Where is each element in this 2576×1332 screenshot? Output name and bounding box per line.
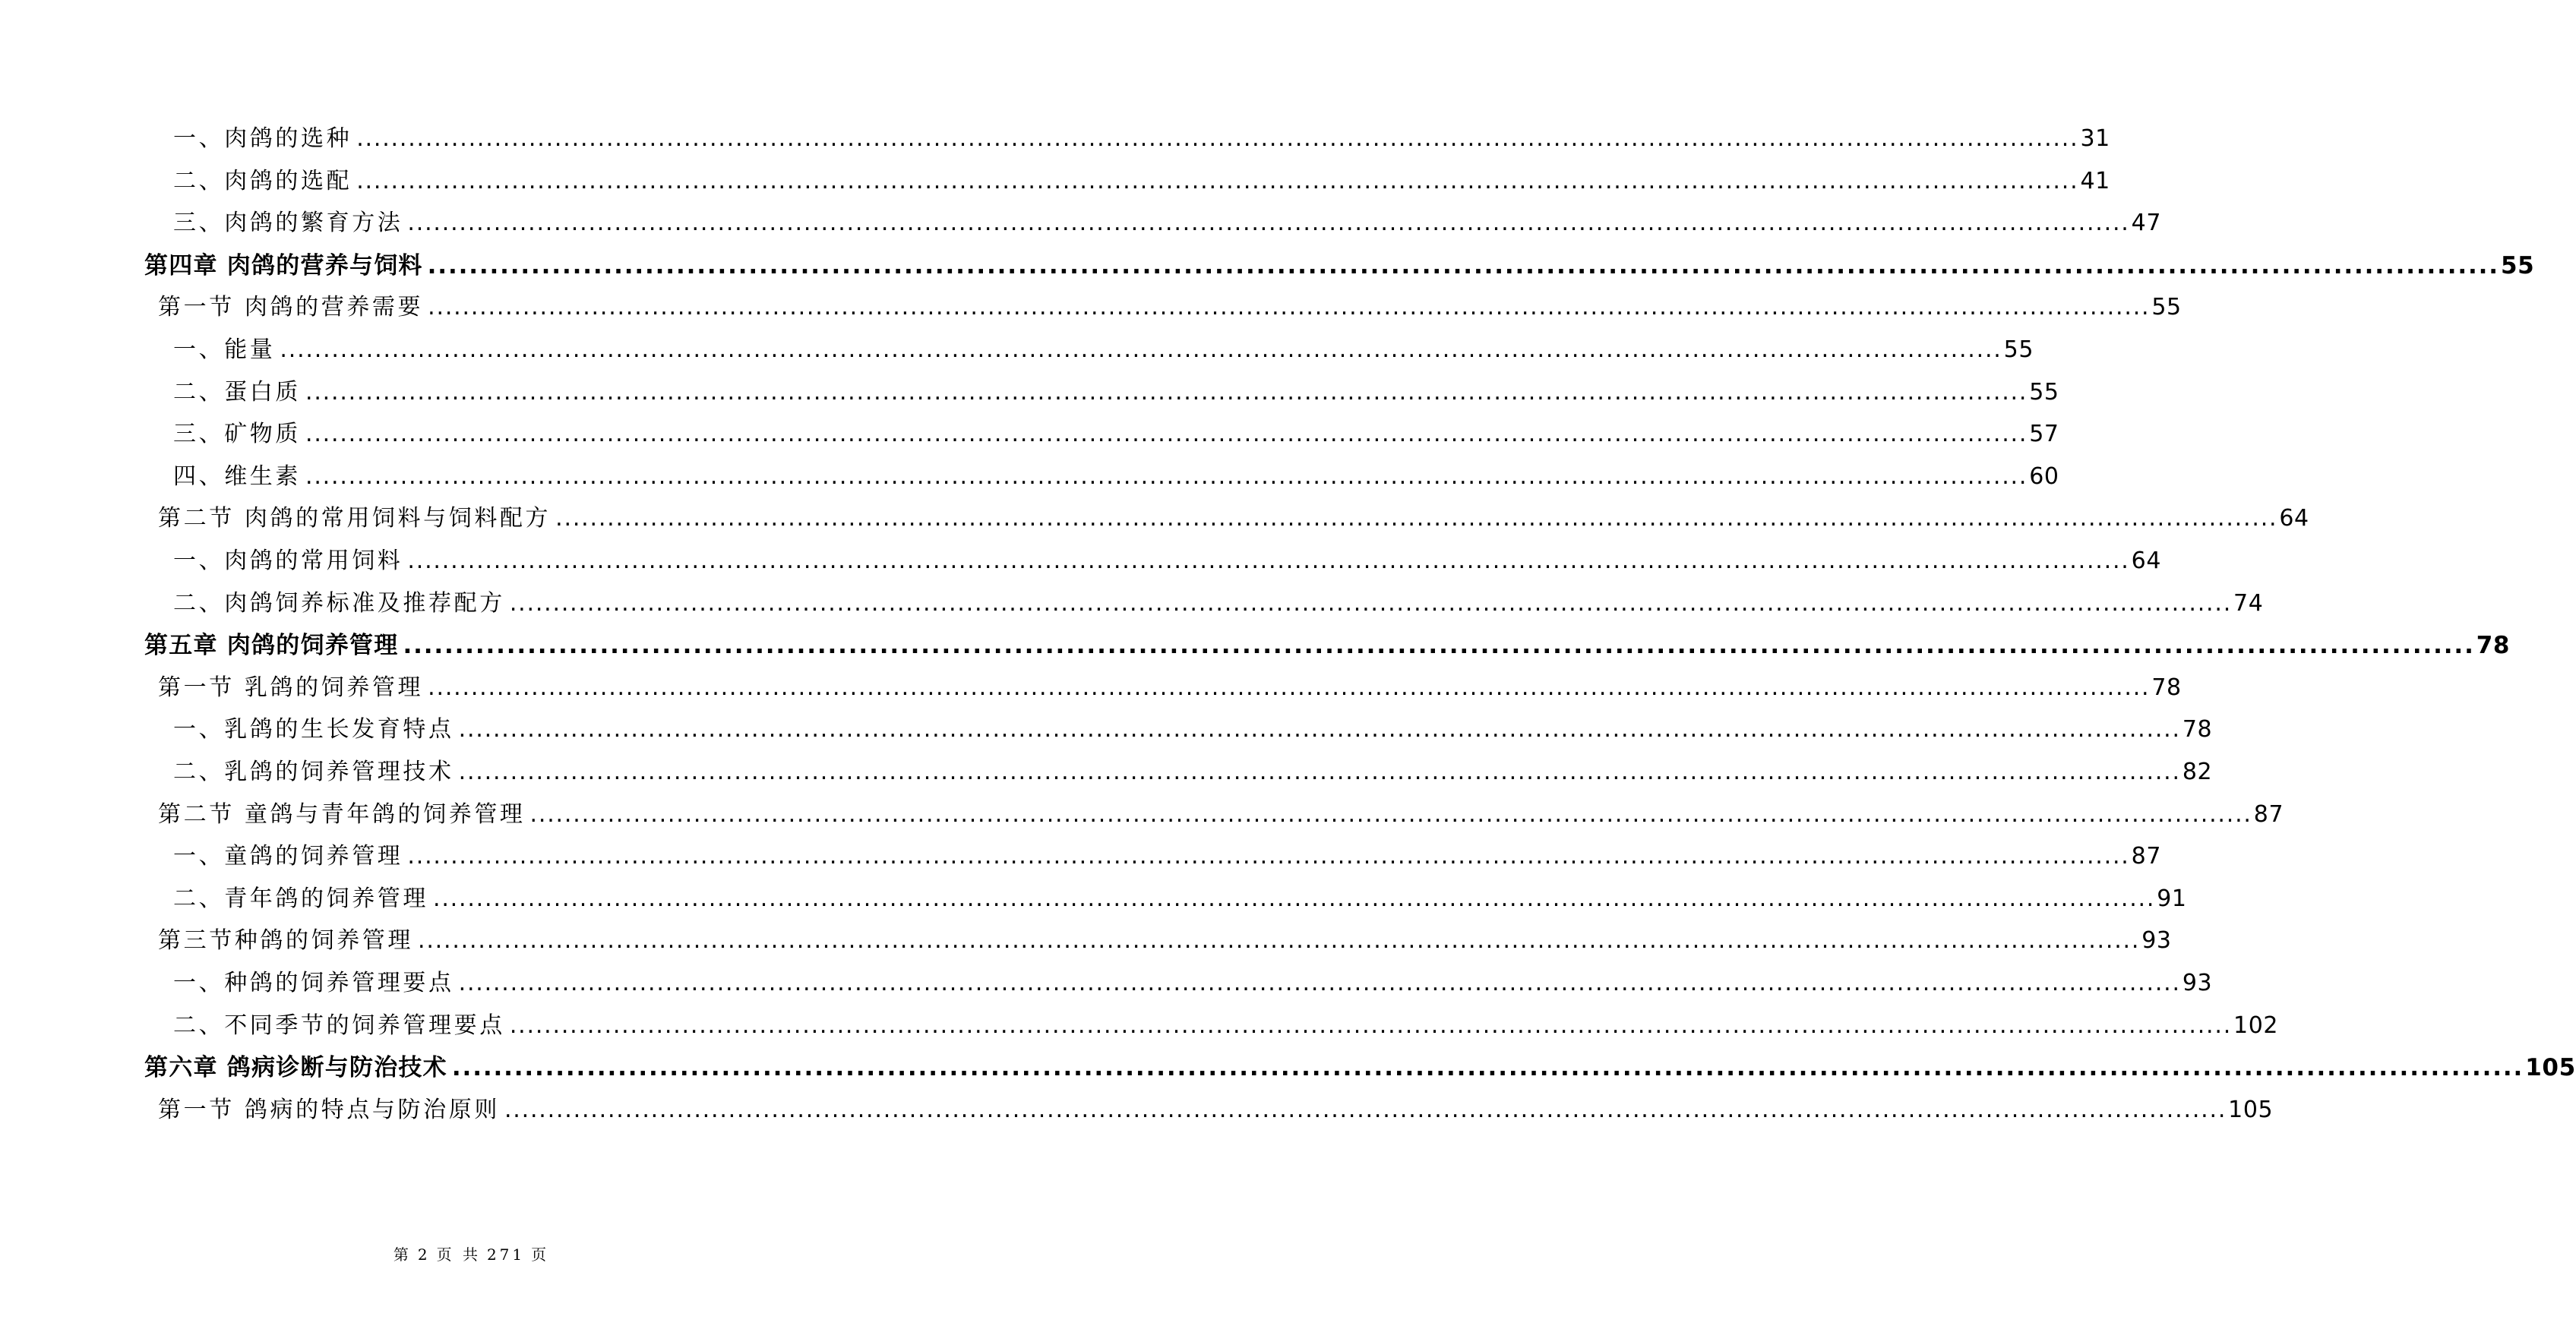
toc-entry-page-number: 47 — [2131, 210, 2162, 237]
toc-entry-page-number: 78 — [2476, 632, 2511, 660]
toc-entry-line — [173, 456, 2059, 498]
toc-entry-line — [173, 371, 2059, 414]
toc-entry-item[interactable] — [0, 118, 2110, 160]
toc-dot-leader: ........................................................................................................................................................................................................ — [356, 167, 2079, 194]
toc-entry-label: 一、能量 — [173, 336, 276, 363]
toc-entry-line — [173, 1005, 2279, 1047]
toc-entry-page-number: 82 — [2182, 759, 2213, 785]
toc-entry-page-number: 87 — [2131, 843, 2162, 870]
toc-entry-label: 二、肉鸽的选配 — [173, 167, 352, 194]
toc-entry-label: 二、肉鸽饲养标准及推荐配方 — [173, 589, 505, 617]
toc-entry-label: 第二节 肉鸽的常用饲料与饲料配方 — [158, 505, 552, 532]
toc-entry-line — [173, 709, 2213, 751]
toc-entry-section[interactable] — [0, 667, 2182, 709]
toc-entry-page-number: 60 — [2029, 462, 2059, 490]
toc-entry-section[interactable] — [0, 497, 2309, 540]
toc-entry-line — [158, 497, 2309, 540]
toc-entry-section[interactable] — [0, 794, 2284, 836]
toc-entry-label: 一、肉鸽的选种 — [173, 125, 352, 152]
toc-entry-line — [173, 160, 2110, 203]
toc-entry-label: 第五章 肉鸽的饲养管理 — [144, 632, 399, 660]
toc-entry-item[interactable] — [0, 1005, 2279, 1047]
toc-entry-line — [173, 962, 2213, 1005]
footer-total-pages: 271 — [486, 1245, 526, 1264]
toc-entry-line — [173, 413, 2059, 456]
toc-entry-label: 一、种鸽的饲养管理要点 — [173, 970, 454, 996]
toc-entry-line — [173, 118, 2110, 160]
toc-entry-item[interactable] — [0, 751, 2213, 794]
toc-entry-label: 三、肉鸽的繁育方法 — [173, 210, 403, 237]
toc-entry-page-number: 102 — [2233, 1012, 2279, 1039]
toc-entry-chapter[interactable] — [0, 1046, 2576, 1089]
toc-entry-line — [173, 582, 2264, 625]
toc-entry-line — [158, 667, 2182, 709]
toc-entry-line — [173, 835, 2162, 878]
toc-dot-leader: ........................................................................................................................................................................................................ — [418, 927, 2141, 955]
toc-entry-page-number: 87 — [2253, 800, 2284, 828]
toc-entry-item[interactable] — [0, 160, 2110, 203]
toc-entry-page-number: 31 — [2080, 125, 2110, 152]
toc-dot-leader: ........................................................................................................................................................................................................ — [433, 885, 2156, 912]
toc-entry-line — [158, 1089, 2274, 1132]
footer-prefix: 第 — [393, 1245, 412, 1264]
toc-entry-page-number: 55 — [2003, 336, 2034, 363]
toc-entry-label: 第六章 鸽病诊断与防治技术 — [144, 1054, 447, 1082]
toc-dot-leader: ........................................................................................................................................................................................................ — [428, 674, 2151, 701]
toc-dot-leader: ........................................................................................................................................................................................................ — [403, 632, 2475, 660]
toc-entry-section[interactable] — [0, 1089, 2274, 1132]
toc-entry-label: 第四章 肉鸽的营养与饲料 — [144, 251, 423, 279]
toc-entry-label: 三、矿物质 — [173, 421, 301, 448]
toc-dot-leader: ........................................................................................................................................................................................................ — [305, 378, 2028, 406]
toc-dot-leader: ........................................................................................................................................................................................................ — [451, 1054, 2524, 1082]
toc-entry-item[interactable] — [0, 371, 2059, 414]
toc-dot-leader: ........................................................................................................................................................................................................ — [356, 125, 2079, 152]
toc-dot-leader: ........................................................................................................................................................................................................ — [407, 548, 2130, 574]
toc-dot-leader: ........................................................................................................................................................................................................ — [458, 716, 2181, 743]
toc-entry-line — [144, 624, 2511, 667]
toc-entry-page-number: 57 — [2029, 421, 2059, 448]
toc-entry-line — [173, 540, 2162, 582]
toc-entry-section[interactable] — [0, 920, 2172, 962]
toc-entry-line — [173, 329, 2034, 371]
toc-entry-item[interactable] — [0, 202, 2162, 245]
toc-entry-page-number: 55 — [2500, 251, 2535, 279]
footer-current-page: 2 — [417, 1245, 431, 1264]
toc-entry-label: 一、乳鸽的生长发育特点 — [173, 716, 454, 743]
toc-entry-page-number: 55 — [2029, 378, 2059, 406]
toc-entry-item[interactable] — [0, 835, 2162, 878]
toc-entry-label: 二、蛋白质 — [173, 378, 301, 406]
toc-dot-leader: ........................................................................................................................................................................................................ — [407, 843, 2130, 870]
toc-entry-section[interactable] — [0, 286, 2182, 329]
toc-entry-label: 一、童鸽的饲养管理 — [173, 843, 403, 870]
toc-dot-leader: ........................................................................................................................................................................................................ — [427, 251, 2499, 279]
toc-entry-line — [158, 286, 2182, 329]
toc-entry-page-number: 105 — [2228, 1096, 2274, 1123]
toc-entry-page-number: 78 — [2182, 716, 2213, 743]
footer-middle: 页 共 — [436, 1245, 481, 1264]
toc-entry-line — [144, 1046, 2576, 1089]
toc-dot-leader: ........................................................................................................................................................................................................ — [529, 800, 2252, 828]
toc-entry-label: 二、青年鸽的饲养管理 — [173, 885, 428, 912]
toc-entry-item[interactable] — [0, 582, 2264, 625]
toc-entry-item[interactable] — [0, 540, 2162, 582]
toc-dot-leader: ........................................................................................................................................................................................................ — [407, 210, 2130, 237]
toc-dot-leader: ........................................................................................................................................................................................................ — [458, 759, 2181, 785]
toc-dot-leader: ........................................................................................................................................................................................................ — [305, 421, 2028, 448]
toc-entry-label: 四、维生素 — [173, 462, 301, 490]
toc-dot-leader: ........................................................................................................................................................................................................ — [509, 589, 2233, 617]
toc-dot-leader: ........................................................................................................................................................................................................ — [509, 1012, 2233, 1039]
toc-entry-label: 二、不同季节的饲养管理要点 — [173, 1012, 505, 1039]
toc-entry-page-number: 41 — [2080, 167, 2110, 194]
toc-entry-label: 第一节 肉鸽的营养需要 — [158, 294, 424, 321]
toc-entry-page-number: 78 — [2151, 674, 2182, 701]
toc-entry-line — [173, 202, 2162, 245]
toc-entry-item[interactable] — [0, 709, 2213, 751]
footer-suffix: 页 — [531, 1245, 550, 1264]
toc-dot-leader: ........................................................................................................................................................................................................ — [504, 1096, 2227, 1123]
toc-entry-label: 二、乳鸽的饲养管理技术 — [173, 759, 454, 785]
toc-entry-page-number: 64 — [2131, 548, 2162, 574]
toc-dot-leader: ........................................................................................................................................................................................................ — [555, 505, 2278, 532]
toc-dot-leader: ........................................................................................................................................................................................................ — [305, 462, 2028, 490]
toc-entry-page-number: 91 — [2157, 885, 2187, 912]
toc-entry-line — [173, 878, 2187, 920]
toc-entry-page-number: 93 — [2141, 927, 2172, 955]
toc-entry-page-number: 93 — [2182, 970, 2213, 996]
toc-dot-leader: ........................................................................................................................................................................................................ — [428, 294, 2151, 321]
toc-dot-leader: ........................................................................................................................................................................................................ — [458, 970, 2181, 996]
page-footer — [0, 1242, 943, 1264]
toc-entry-page-number: 74 — [2233, 589, 2264, 617]
toc-entry-item[interactable] — [0, 413, 2059, 456]
toc-entry-line — [158, 920, 2172, 962]
toc-dot-leader: ........................................................................................................................................................................................................ — [280, 336, 2002, 363]
toc-entry-item[interactable] — [0, 878, 2187, 920]
toc-entry-label: 第三节种鸽的饲养管理 — [158, 927, 413, 955]
toc-entry-line — [158, 794, 2284, 836]
toc-entry-item[interactable] — [0, 962, 2213, 1005]
toc-entry-chapter[interactable] — [0, 624, 2511, 667]
toc-entry-label: 第一节 乳鸽的饲养管理 — [158, 674, 424, 701]
toc-entry-item[interactable] — [0, 329, 2034, 371]
toc-entry-page-number: 55 — [2151, 294, 2182, 321]
toc-entry-line — [173, 751, 2213, 794]
toc-entry-page-number: 105 — [2525, 1054, 2576, 1082]
toc-entry-page-number: 64 — [2279, 505, 2309, 532]
toc-entry-chapter[interactable] — [0, 245, 2535, 287]
toc-entry-label: 一、肉鸽的常用饲料 — [173, 548, 403, 574]
toc-entry-item[interactable] — [0, 456, 2059, 498]
toc-entry-label: 第一节 鸽病的特点与防治原则 — [158, 1096, 500, 1123]
toc-entry-label: 第二节 童鸽与青年鸽的饲养管理 — [158, 800, 526, 828]
toc-entry-line — [144, 245, 2535, 287]
